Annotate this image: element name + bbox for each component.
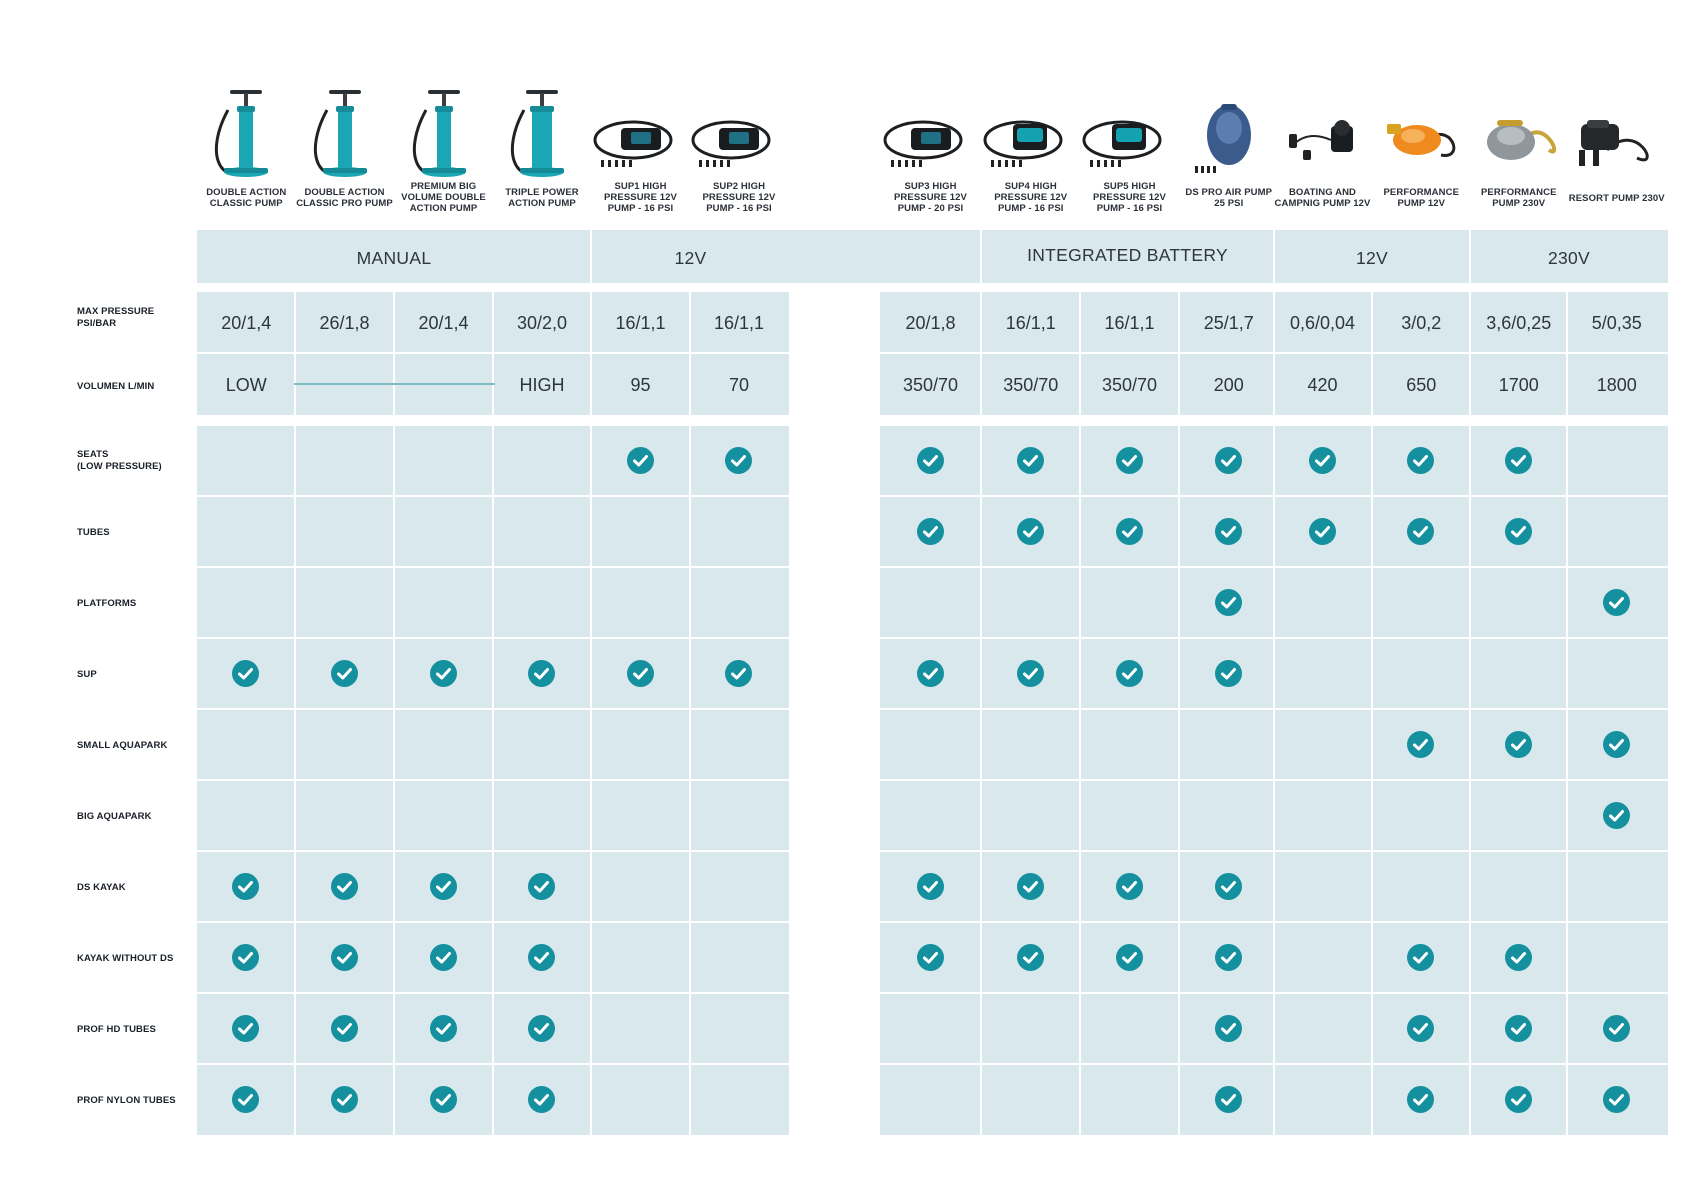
usage-row-divider — [880, 637, 1668, 639]
checkmark-icon — [528, 660, 555, 687]
product-name: SUP3 HIGH PRESSURE 12V PUMP - 20 PSI — [893, 181, 967, 214]
usage-row-divider — [880, 1063, 1668, 1065]
category-divider — [590, 230, 592, 283]
checkmark-icon — [232, 1086, 259, 1113]
checkmark-icon — [232, 660, 259, 687]
usage-row-divider — [197, 921, 789, 923]
blower-pump-icon — [1567, 80, 1667, 180]
max-pressure-value: 5/0,35 — [1591, 313, 1642, 333]
max-pressure-value: 3,6/0,25 — [1486, 313, 1552, 333]
orange-pump-icon — [1371, 80, 1471, 180]
product-name: DOUBLE ACTION CLASSIC PUMP — [206, 187, 287, 209]
checkmark-icon — [1407, 944, 1434, 971]
checkmark-icon — [528, 1086, 555, 1113]
electric-pump-icon — [881, 80, 981, 180]
checkmark-icon — [1505, 731, 1532, 758]
product-name: RESORT PUMP 230V — [1568, 193, 1665, 204]
checkmark-icon — [1017, 518, 1044, 545]
category-label: MANUAL — [356, 248, 432, 268]
category-label: INTEGRATED BATTERY — [1027, 245, 1228, 265]
volume-high-label: HIGH — [519, 375, 565, 395]
usage-row-divider — [197, 566, 789, 568]
checkmark-icon — [1116, 660, 1143, 687]
max-pressure-value: 16/1,1 — [713, 313, 765, 333]
checkmark-icon — [430, 944, 457, 971]
checkmark-icon — [1215, 447, 1242, 474]
checkmark-icon — [917, 873, 944, 900]
product-name: DS PRO AIR PUMP 25 PSI — [1185, 187, 1273, 209]
checkmark-icon — [1215, 1015, 1242, 1042]
usage-row-label: DS KAYAK — [77, 882, 126, 893]
checkmark-icon — [917, 660, 944, 687]
row-label-volume: VOLUMEN L/MIN — [77, 381, 155, 392]
usage-row-divider — [880, 992, 1668, 994]
checkmark-icon — [1116, 873, 1143, 900]
checkmark-icon — [430, 1015, 457, 1042]
usage-row-label: PLATFORMS — [77, 598, 137, 609]
max-pressure-value: 26/1,8 — [319, 313, 370, 333]
max-pressure-value: 3/0,2 — [1401, 313, 1442, 333]
volume-value: 1800 — [1596, 375, 1637, 395]
checkmark-icon — [1215, 589, 1242, 616]
checkmark-icon — [1505, 1015, 1532, 1042]
category-divider — [1273, 230, 1275, 283]
usage-row-label: BIG AQUAPARK — [77, 811, 152, 822]
checkmark-icon — [1309, 518, 1336, 545]
volume-low-label: LOW — [225, 375, 267, 395]
usage-row-label: SMALL AQUAPARK — [77, 740, 168, 751]
max-pressure-value: 20/1,4 — [418, 313, 469, 333]
product-name: DOUBLE ACTION CLASSIC PRO PUMP — [296, 187, 393, 209]
checkmark-icon — [331, 660, 358, 687]
product-name: SUP1 HIGH PRESSURE 12V PUMP - 16 PSI — [603, 181, 677, 214]
volume-value: 350/70 — [902, 375, 959, 395]
max-pressure-value: 20/1,4 — [221, 313, 272, 333]
checkmark-icon — [1215, 873, 1242, 900]
checkmark-icon — [1116, 447, 1143, 474]
hand-pump-icon — [196, 80, 296, 180]
usage-row-label: PROF NYLON TUBES — [77, 1095, 176, 1106]
usage-row-divider — [880, 708, 1668, 710]
electric-pump-icon — [591, 80, 691, 180]
usage-row-divider — [880, 566, 1668, 568]
checkmark-icon — [1215, 944, 1242, 971]
checkmark-icon — [1407, 731, 1434, 758]
usage-row-divider — [197, 850, 789, 852]
checkmark-icon — [1407, 1086, 1434, 1113]
small-pump-icon — [1273, 80, 1373, 180]
checkmark-icon — [331, 944, 358, 971]
category-label: 12V — [1355, 248, 1389, 268]
checkmark-icon — [430, 873, 457, 900]
usage-row-label: TUBES — [77, 527, 110, 538]
hand-pump-icon — [295, 80, 395, 180]
checkmark-icon — [1215, 518, 1242, 545]
checkmark-icon — [1407, 447, 1434, 474]
max-pressure-value: 16/1,1 — [1104, 313, 1155, 333]
checkmark-icon — [1116, 944, 1143, 971]
checkmark-icon — [1505, 1086, 1532, 1113]
usage-row-label: KAYAK WITHOUT DS — [77, 953, 174, 964]
volume-value: 95 — [630, 375, 651, 395]
gold-pump-icon — [1469, 80, 1569, 180]
usage-row-label: PROF HD TUBES — [77, 1024, 156, 1035]
checkmark-icon — [528, 944, 555, 971]
checkmark-icon — [627, 447, 654, 474]
category-label: 230V — [1547, 248, 1591, 268]
volume-value: 650 — [1406, 375, 1437, 395]
usage-row-divider — [880, 850, 1668, 852]
volume-value: 70 — [728, 375, 750, 395]
max-pressure-value: 16/1,1 — [1005, 313, 1056, 333]
category-divider — [980, 230, 982, 283]
usage-row-divider — [880, 921, 1668, 923]
checkmark-icon — [917, 447, 944, 474]
checkmark-icon — [1407, 1015, 1434, 1042]
volume-value: 350/70 — [1101, 375, 1158, 395]
checkmark-icon — [232, 873, 259, 900]
usage-row-divider — [880, 779, 1668, 781]
checkmark-icon — [1603, 1015, 1630, 1042]
max-pressure-value: 20/1,8 — [905, 313, 956, 333]
electric-pump-icon — [689, 80, 789, 180]
max-pressure-value: 16/1,1 — [615, 313, 666, 333]
checkmark-icon — [1505, 447, 1532, 474]
hand-pump-icon — [394, 80, 494, 180]
max-pressure-value: 25/1,7 — [1203, 313, 1254, 333]
volume-scale-line — [294, 383, 495, 385]
checkmark-icon — [232, 1015, 259, 1042]
category-divider — [1469, 230, 1471, 283]
checkmark-icon — [1505, 944, 1532, 971]
checkmark-icon — [1215, 660, 1242, 687]
checkmark-icon — [232, 944, 259, 971]
checkmark-icon — [1116, 518, 1143, 545]
max-pressure-value: 0,6/0,04 — [1289, 313, 1356, 333]
checkmark-icon — [331, 1086, 358, 1113]
checkmark-icon — [1603, 589, 1630, 616]
product-name: PREMIUM BIG VOLUME DOUBLE ACTION PUMP — [401, 181, 486, 214]
usage-row-divider — [197, 495, 789, 497]
round-pump-icon — [1179, 80, 1279, 180]
product-name: SUP5 HIGH PRESSURE 12V PUMP - 16 PSI — [1092, 181, 1166, 214]
battery-pump-icon — [981, 80, 1081, 180]
checkmark-icon — [1017, 944, 1044, 971]
usage-row-divider — [197, 992, 789, 994]
checkmark-icon — [1017, 873, 1044, 900]
hand-pump-icon — [492, 80, 592, 180]
checkmark-icon — [1603, 731, 1630, 758]
usage-row-divider — [197, 708, 789, 710]
checkmark-icon — [725, 660, 752, 687]
usage-row-divider — [880, 495, 1668, 497]
product-name: SUP2 HIGH PRESSURE 12V PUMP - 16 PSI — [702, 181, 776, 214]
checkmark-icon — [917, 944, 944, 971]
checkmark-icon — [725, 447, 752, 474]
checkmark-icon — [627, 660, 654, 687]
usage-row-divider — [197, 779, 789, 781]
product-name: SUP4 HIGH PRESSURE 12V PUMP - 16 PSI — [994, 181, 1068, 214]
checkmark-icon — [528, 1015, 555, 1042]
product-name: TRIPLE POWER ACTION PUMP — [505, 187, 579, 209]
checkmark-icon — [1215, 1086, 1242, 1113]
volume-value: 1700 — [1498, 375, 1539, 395]
checkmark-icon — [1407, 518, 1434, 545]
usage-row-label: SUP — [77, 669, 97, 680]
volume-value: 420 — [1307, 375, 1338, 395]
checkmark-icon — [917, 518, 944, 545]
volume-value: 350/70 — [1003, 375, 1059, 395]
max-pressure-value: 30/2,0 — [516, 313, 568, 333]
usage-row-label: SEATS (LOW PRESSURE) — [77, 449, 162, 472]
spec-row-divider — [880, 352, 1668, 354]
volume-value: 200 — [1213, 375, 1244, 395]
checkmark-icon — [331, 873, 358, 900]
usage-row-divider — [197, 637, 789, 639]
product-name: BOATING AND CAMPNIG PUMP 12V — [1274, 187, 1371, 209]
checkmark-icon — [1603, 1086, 1630, 1113]
spec-row-divider — [197, 352, 789, 354]
category-label: 12V — [674, 248, 707, 268]
checkmark-icon — [1309, 447, 1336, 474]
checkmark-icon — [1017, 660, 1044, 687]
checkmark-icon — [331, 1015, 358, 1042]
product-name: PERFORMANCE PUMP 12V — [1383, 187, 1460, 209]
checkmark-icon — [1505, 518, 1532, 545]
row-label-max-pressure: MAX PRESSURE PSI/BAR — [77, 306, 155, 329]
checkmark-icon — [1603, 802, 1630, 829]
checkmark-icon — [1017, 447, 1044, 474]
checkmark-icon — [430, 1086, 457, 1113]
product-name: PERFORMANCE PUMP 230V — [1480, 187, 1557, 209]
checkmark-icon — [528, 873, 555, 900]
battery-pump-icon — [1080, 80, 1180, 180]
checkmark-icon — [430, 660, 457, 687]
usage-row-divider — [197, 1063, 789, 1065]
